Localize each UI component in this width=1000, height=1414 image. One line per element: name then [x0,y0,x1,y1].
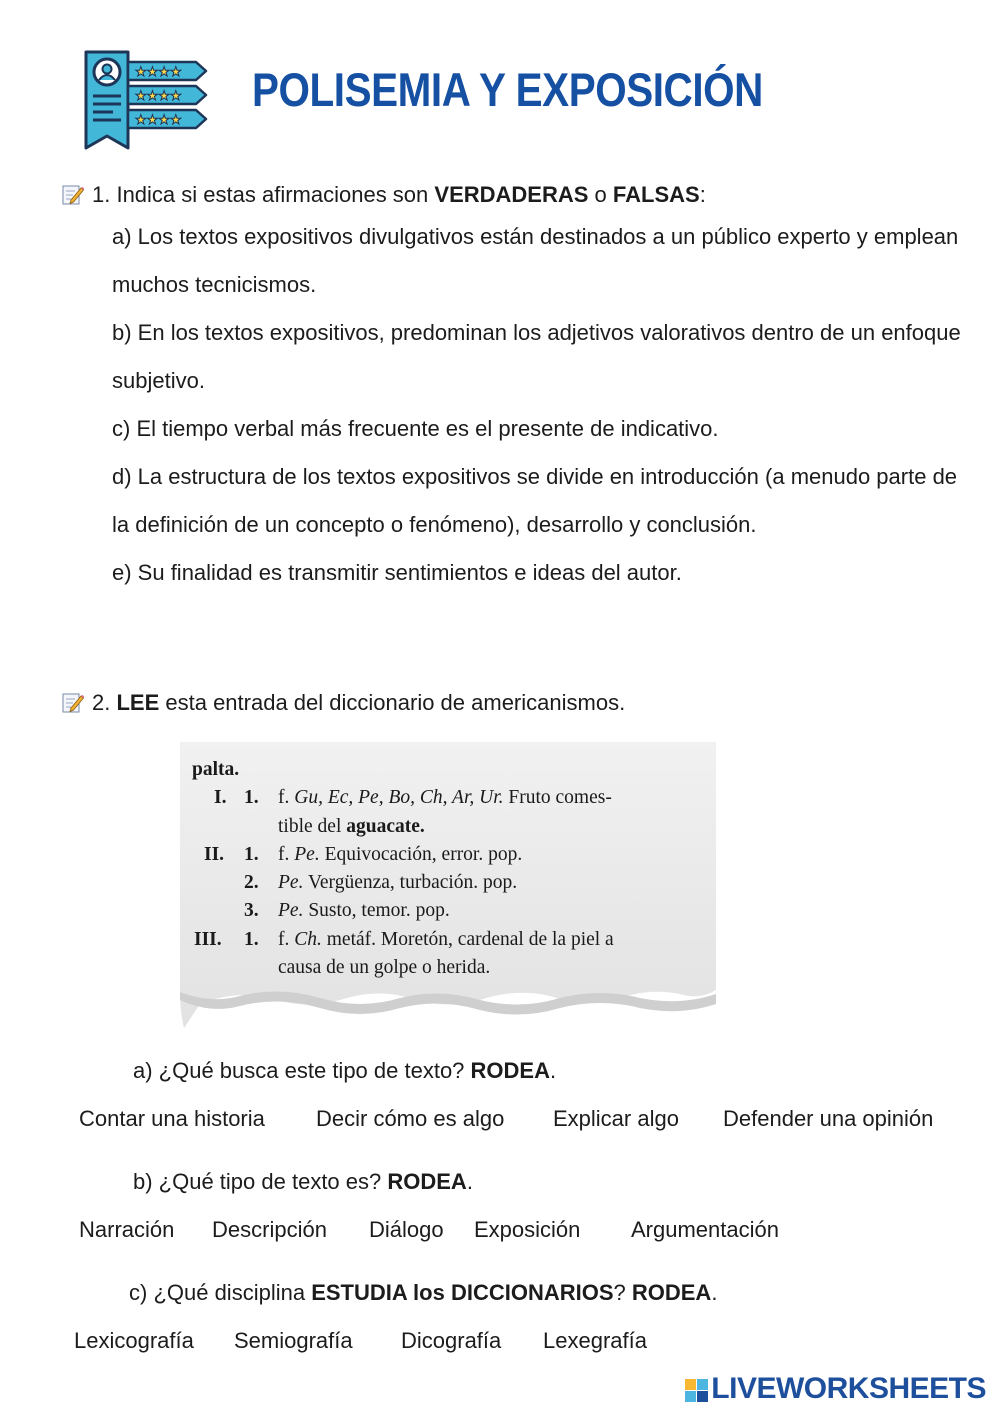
pencil-note-icon [62,183,84,205]
option-c-2[interactable]: Semiografía [234,1328,353,1353]
dictionary-row: 3. Pe. Susto, temor. pop. [244,900,450,922]
sub-question-b: b) ¿Qué tipo de texto es? RODEA. [133,1169,473,1194]
option-b-1[interactable]: Narración [79,1217,175,1242]
option-b-4[interactable]: Exposición [474,1217,581,1242]
option-a-4[interactable]: Defender una opinión [723,1106,934,1131]
page-title: POLISEMIA Y EXPOSICIÓN [252,63,763,116]
statement-e: e) Su finalidad es transmitir sentimientos e ideas del autor. [112,560,682,585]
statement-d: d) La estructura de los textos expositivos se divide en introducción (a menudo parte de la definición de un concepto o fenómeno), desarrollo y conclusión. [112,464,958,537]
option-a-1[interactable]: Contar una historia [79,1106,265,1131]
sub-question-a: a) ¿Qué busca este tipo de texto? RODEA. [133,1058,557,1083]
sub-question-c: c) ¿Qué disciplina ESTUDIA los DICCIONARIOS? RODEA. [129,1280,718,1305]
statement-b: b) En los textos expositivos, predominan los adjetivos valorativos dentro de un enfoque subjetivo. [112,320,961,393]
statement-c: c) El tiempo verbal más frecuente es el presente de indicativo. [112,416,719,441]
option-c-1[interactable]: Lexicografía [74,1328,194,1353]
statements-list [112,213,972,597]
dictionary-row: I. 1. f. Gu, Ec, Pe, Bo, Ch, Ar, Ur. Fruto comes- [214,787,612,809]
dictionary-headword: palta. [192,759,240,780]
option-b-2[interactable]: Descripción [212,1217,327,1242]
liveworksheets-icon [685,1377,709,1401]
option-a-3[interactable]: Explicar algo [553,1106,679,1131]
question-2-heading: 2. LEE esta entrada del diccionario de americanismos. [62,690,625,716]
option-a-2[interactable]: Decir cómo es algo [316,1106,505,1131]
option-b-3[interactable]: Diálogo [369,1217,444,1242]
question-1-heading: 1. Indica si estas afirmaciones son VERDADERAS o FALSAS: [62,182,706,208]
liveworksheets-logo[interactable]: LIVEWORKSHEETS [685,1372,986,1406]
svg-text:★★★★: ★★★★ [135,113,182,128]
dictionary-row: III. 1. f. Ch. metáf. Moretón, cardenal de la piel a [194,928,614,950]
option-c-3[interactable]: Dicografía [401,1328,502,1353]
dictionary-entry-image [180,742,716,1030]
dictionary-row: II. 1. f. Pe. Equivocación, error. pop. [204,843,523,865]
profile-rating-icon [80,48,210,152]
svg-text:★★★★: ★★★★ [135,89,182,104]
option-b-5[interactable]: Argumentación [631,1217,779,1242]
dictionary-row: tible del aguacate. [278,815,425,837]
dictionary-row: causa de un golpe o herida. [278,957,491,979]
svg-text:★★★★: ★★★★ [135,65,182,80]
dictionary-row: 2. Pe. Vergüenza, turbación. pop. [244,872,518,894]
pencil-note-icon [62,691,84,713]
statement-a: a) Los textos expositivos divulgativos están destinados a un público experto y emplean muchos tecnicismos. [112,224,959,297]
option-c-4[interactable]: Lexegrafía [543,1328,647,1353]
